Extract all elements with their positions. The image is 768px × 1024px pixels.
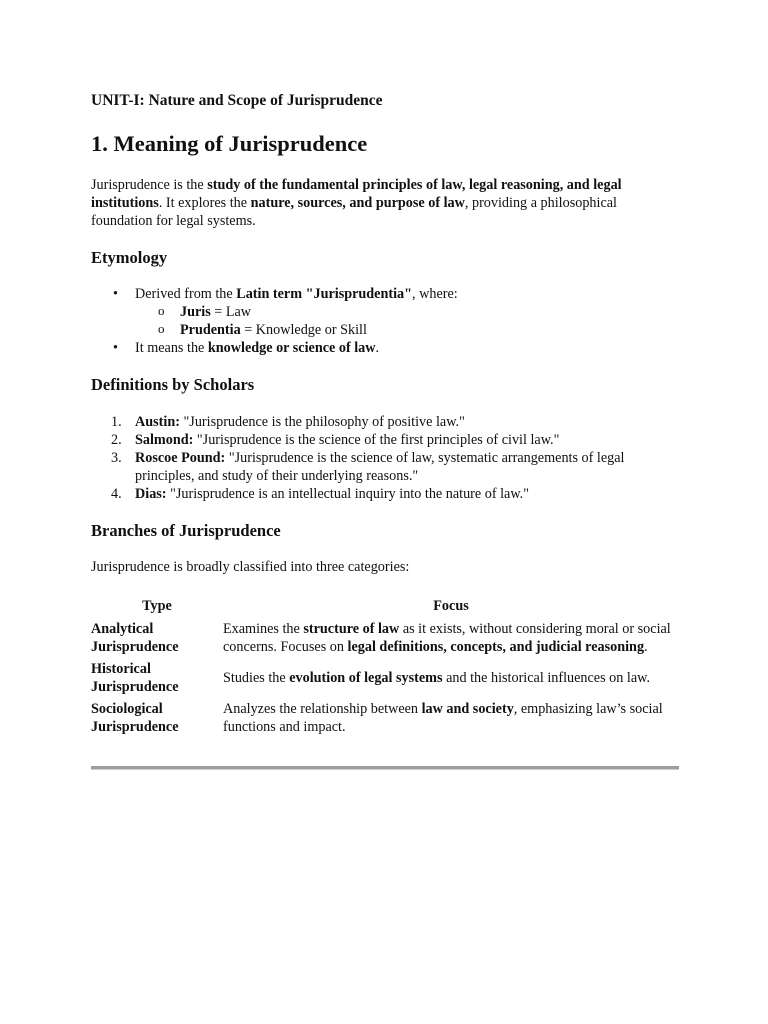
definitions-heading: Definitions by Scholars	[91, 375, 255, 394]
document-body	[91, 92, 679, 735]
definitions-list	[91, 413, 679, 503]
table-header-row	[91, 596, 679, 618]
branches-table	[91, 596, 679, 738]
etymology-sublist	[135, 303, 679, 339]
unit-heading: UNIT-I: Nature and Scope of Jurisprudence	[91, 92, 383, 109]
list-item: • It means the knowledge or science of law.	[91, 339, 679, 357]
list-item: 3. Roscoe Pound: "Jurisprudence is the science of law, systematic arrangements of legal principles, and study of their underlying reasons."	[111, 450, 625, 484]
focus-cell: Examines the structure of law as it exists, without considering moral or social concerns. Focuses on legal definitions, concepts, and judicial reasoning.	[223, 621, 671, 655]
type-cell: Historical Jurisprudence	[91, 661, 179, 695]
table-row	[91, 658, 679, 698]
focus-cell: Studies the evolution of legal systems and the historical influences on law.	[223, 670, 651, 686]
list-item: o Prudentia = Knowledge or Skill	[135, 321, 679, 339]
type-cell: Sociological Jurisprudence	[91, 701, 179, 735]
branches-heading: Branches of Jurisprudence	[91, 521, 281, 540]
list-item: 4. Dias: "Jurisprudence is an intellectual inquiry into the nature of law."	[111, 486, 530, 502]
column-header-type: Type	[142, 598, 172, 614]
column-header-focus: Focus	[433, 598, 469, 614]
list-item: 2. Salmond: "Jurisprudence is the science of the first principles of civil law."	[111, 432, 560, 448]
section-title: 1. Meaning of Jurisprudence	[91, 131, 368, 156]
focus-cell: Analyzes the relationship between law and society, emphasizing law’s social functions and impact.	[223, 701, 663, 735]
etymology-heading: Etymology	[91, 248, 168, 267]
type-cell: Analytical Jurisprudence	[91, 621, 179, 655]
branches-intro: Jurisprudence is broadly classified into three categories:	[91, 559, 410, 575]
list-item: o Juris = Law	[135, 303, 679, 321]
list-item: 1. Austin: "Jurisprudence is the philosophy of positive law."	[111, 414, 465, 430]
table-row	[91, 618, 679, 658]
intro-paragraph: Jurisprudence is the study of the fundamental principles of law, legal reasoning, and legal institutions. It explores the nature, sources, and purpose of law, providing a philosophical foundation for legal systems.	[91, 177, 622, 229]
etymology-list	[91, 285, 679, 357]
table-row	[91, 698, 679, 738]
list-item: • Derived from the Latin term "Jurisprudentia", where: o Juris = Law o Prudentia = Knowledge or Skill	[91, 285, 679, 339]
horizontal-rule	[91, 766, 679, 770]
